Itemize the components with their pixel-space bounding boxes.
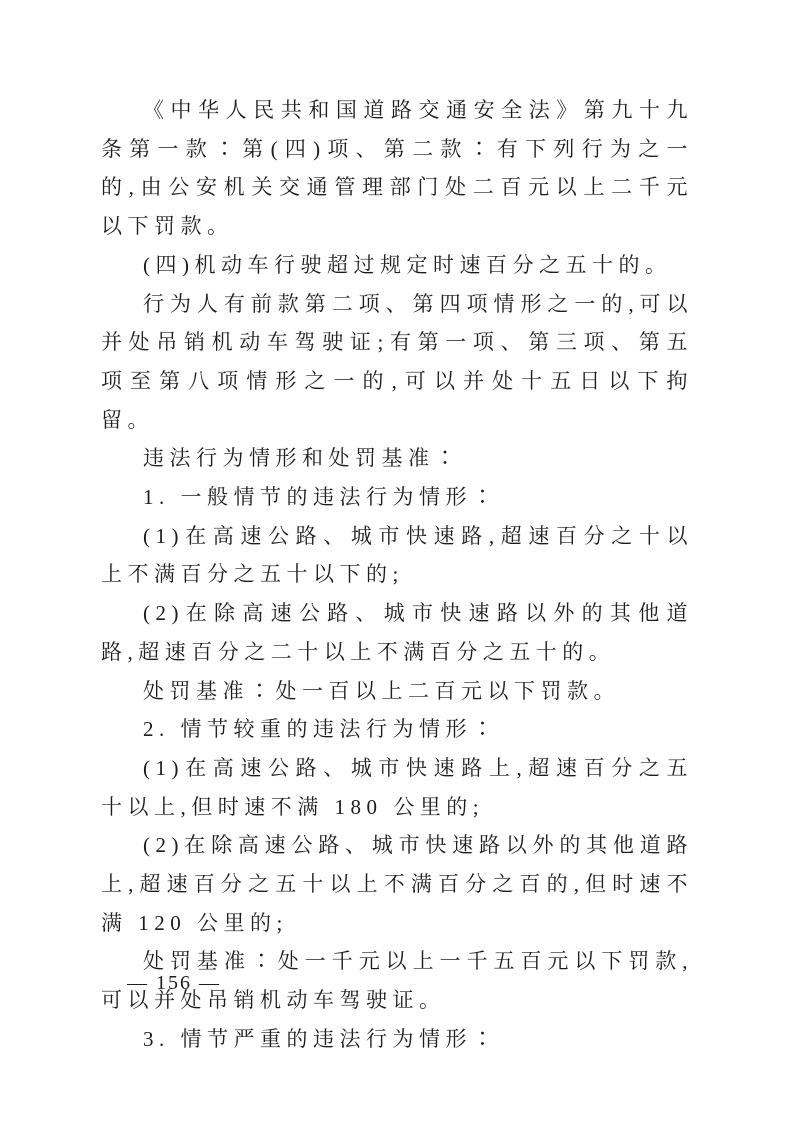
paragraph-level2-item2: (2)在除高速公路、城市快速路以外的其他道路上,超速百分之五十以上不满百分之百的,但时速不满 120 公里的; bbox=[101, 833, 693, 935]
paragraph-item-four: (四)机动车行驶超过规定时速百分之五十的。 bbox=[143, 252, 672, 277]
paragraph-level2-heading: 2. 情节较重的违法行为情形∶ bbox=[143, 717, 499, 742]
document-body bbox=[101, 91, 693, 1059]
paragraph-level1-penalty: 处罚基准∶处一百以上二百元以下罚款。 bbox=[143, 678, 620, 703]
paragraph-level2-penalty: 处罚基准∶处一千元以上一千五百元以下罚款,可以并处吊销机动车驾驶证。 bbox=[101, 949, 693, 1013]
paragraph-level3-heading: 3. 情节严重的违法行为情形∶ bbox=[143, 1026, 499, 1051]
paragraph-level1-heading: 1. 一般情节的违法行为情形∶ bbox=[143, 485, 499, 510]
paragraph-penalty-scope: 行为人有前款第二项、第四项情形之一的,可以并处吊销机动车驾驶证;有第一项、第三项、第五项至第八项情形之一的,可以并处十五日以下拘留。 bbox=[101, 291, 693, 432]
page-number: — 156 — bbox=[127, 972, 221, 994]
paragraph-level1-item1: (1)在高速公路、城市快速路,超速百分之十以上不满百分之五十以下的; bbox=[101, 523, 693, 587]
paragraph-level2-item1: (1)在高速公路、城市快速路上,超速百分之五十以上,但时速不满 180 公里的; bbox=[101, 755, 693, 819]
paragraph-law-citation: 《中华人民共和国道路交通安全法》第九十九条第一款∶第(四)项、第二款∶有下列行为之一的,由公安机关交通管理部门处二百元以上二千元以下罚款。 bbox=[101, 98, 693, 239]
paragraph-section-heading: 违法行为情形和处罚基准∶ bbox=[143, 446, 461, 471]
paragraph-level1-item2: (2)在除高速公路、城市快速路以外的其他道路,超速百分之二十以上不满百分之五十的。 bbox=[101, 601, 693, 664]
